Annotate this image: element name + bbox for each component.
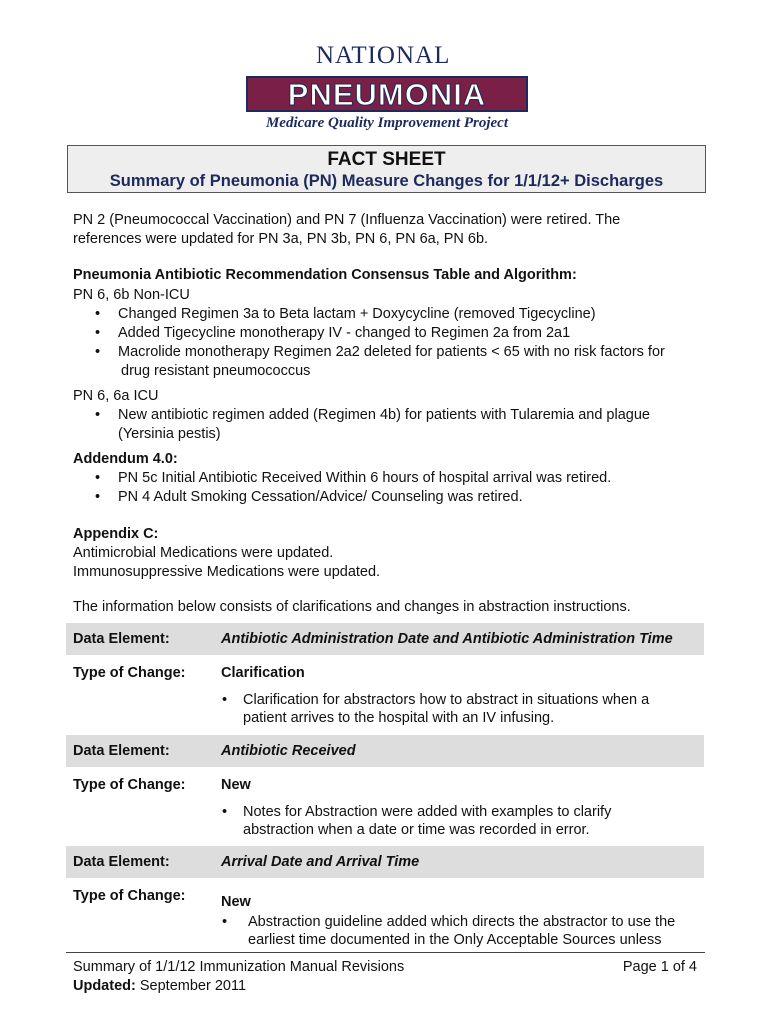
data-element-label: Data Element: (73, 743, 170, 759)
list-item: • Macrolide monotherapy Regimen 2a2 deleted for patients < 65 with no risk factors for (73, 343, 665, 362)
list-item-continuation: (Yersinia pestis) (118, 426, 221, 442)
nonicu-list (73, 305, 665, 381)
updated-date: September 2011 (139, 978, 247, 994)
bullet: • (222, 804, 228, 820)
logo-national-text: NATIONAL (316, 42, 451, 69)
logo-subtitle: Medicare Quality Improvement Project (265, 115, 509, 131)
footer (73, 958, 705, 977)
type-of-change-label: Type of Change: (73, 777, 186, 793)
footer-updated (73, 977, 705, 996)
appendix-line: Antimicrobial Medications were updated. (73, 545, 334, 561)
logo-pneumonia-wordmark (246, 74, 528, 114)
appendix-heading: Appendix C: (73, 526, 159, 542)
list-item (222, 913, 702, 949)
list-item-text: Clarification for abstractors how to abstract in situations when a (243, 692, 650, 708)
appendix-lines (73, 544, 380, 582)
nonicu-label: PN 6, 6b Non-ICU (73, 287, 190, 303)
logo-pneumonia-text: PNEUMONIA (287, 77, 487, 112)
list-item (222, 691, 692, 727)
list-item-continuation: drug resistant pneumococcus (121, 363, 311, 379)
list-item: • PN 4 Adult Smoking Cessation/Advice/ Counseling was retired. (73, 488, 611, 507)
list-item: • New antibiotic regimen added (Regimen 4b) for patients with Tularemia and plague (73, 406, 650, 425)
footer-divider (66, 952, 705, 953)
intro-line: PN 2 (Pneumococcal Vaccination) and PN 7 (Influenza Vaccination) were retired. The (73, 212, 621, 228)
data-element-label: Data Element: (73, 631, 170, 647)
list-item-text: earliest time documented in the Only Acceptable Sources unless (248, 932, 662, 948)
type-of-change-value: Clarification (221, 665, 305, 681)
list-item-text: Abstraction guideline added which directs the abstractor to use the (248, 914, 676, 930)
list-item: • PN 5c Initial Antibiotic Received Within 6 hours of hospital arrival was retired. (73, 469, 611, 488)
data-element-row (66, 623, 704, 655)
national-pneumonia-logo (246, 42, 528, 138)
data-element-name: Antibiotic Received (221, 743, 356, 759)
fact-sheet-header (67, 145, 706, 193)
data-element-row (66, 846, 704, 878)
icu-list (73, 406, 650, 444)
data-element-name: Arrival Date and Arrival Time (221, 854, 420, 870)
bullet: • (222, 692, 228, 708)
footer-doc-title: Summary of 1/1/12 Immunization Manual Revisions (73, 959, 405, 975)
intro-line: references were updated for PN 3a, PN 3b, PN 6, PN 6a, PN 6b. (73, 231, 489, 247)
addendum-list (73, 469, 611, 507)
type-of-change-label: Type of Change: (73, 888, 186, 904)
intro-paragraph (73, 211, 620, 249)
page-title: FACT SHEET (327, 149, 446, 170)
data-element-label: Data Element: (73, 854, 170, 870)
bullet: • (222, 914, 228, 930)
data-element-row (66, 735, 704, 767)
icu-label: PN 6, 6a ICU (73, 388, 159, 404)
type-of-change-label: Type of Change: (73, 665, 186, 681)
type-of-change-value: New (221, 894, 251, 910)
list-item-text: Notes for Abstraction were added with examples to clarify (243, 804, 612, 820)
type-of-change-value: New (221, 777, 251, 793)
list-item (222, 803, 692, 839)
list-item: • Added Tigecycline monotherapy IV - changed to Regimen 2a from 2a1 (73, 324, 665, 343)
list-item: • Changed Regimen 3a to Beta lactam + Doxycycline (removed Tigecycline) (73, 305, 665, 324)
page-number: Page 1 of 4 (622, 959, 697, 975)
updated-label: Updated: (73, 978, 136, 994)
appendix-line: Immunosuppressive Medications were updated. (73, 564, 381, 580)
list-item-text: patient arrives to the hospital with an IV infusing. (243, 710, 555, 726)
info-line: The information below consists of clarifications and changes in abstraction instructions. (73, 599, 631, 615)
consensus-heading: Pneumonia Antibiotic Recommendation Consensus Table and Algorithm: (73, 267, 577, 283)
list-item-text: abstraction when a date or time was recorded in error. (243, 822, 590, 838)
page-subtitle: Summary of Pneumonia (PN) Measure Changes for 1/1/12+ Discharges (109, 172, 664, 190)
addendum-heading: Addendum 4.0: (73, 451, 178, 467)
data-element-name: Antibiotic Administration Date and Antibiotic Administration Time (221, 631, 673, 647)
